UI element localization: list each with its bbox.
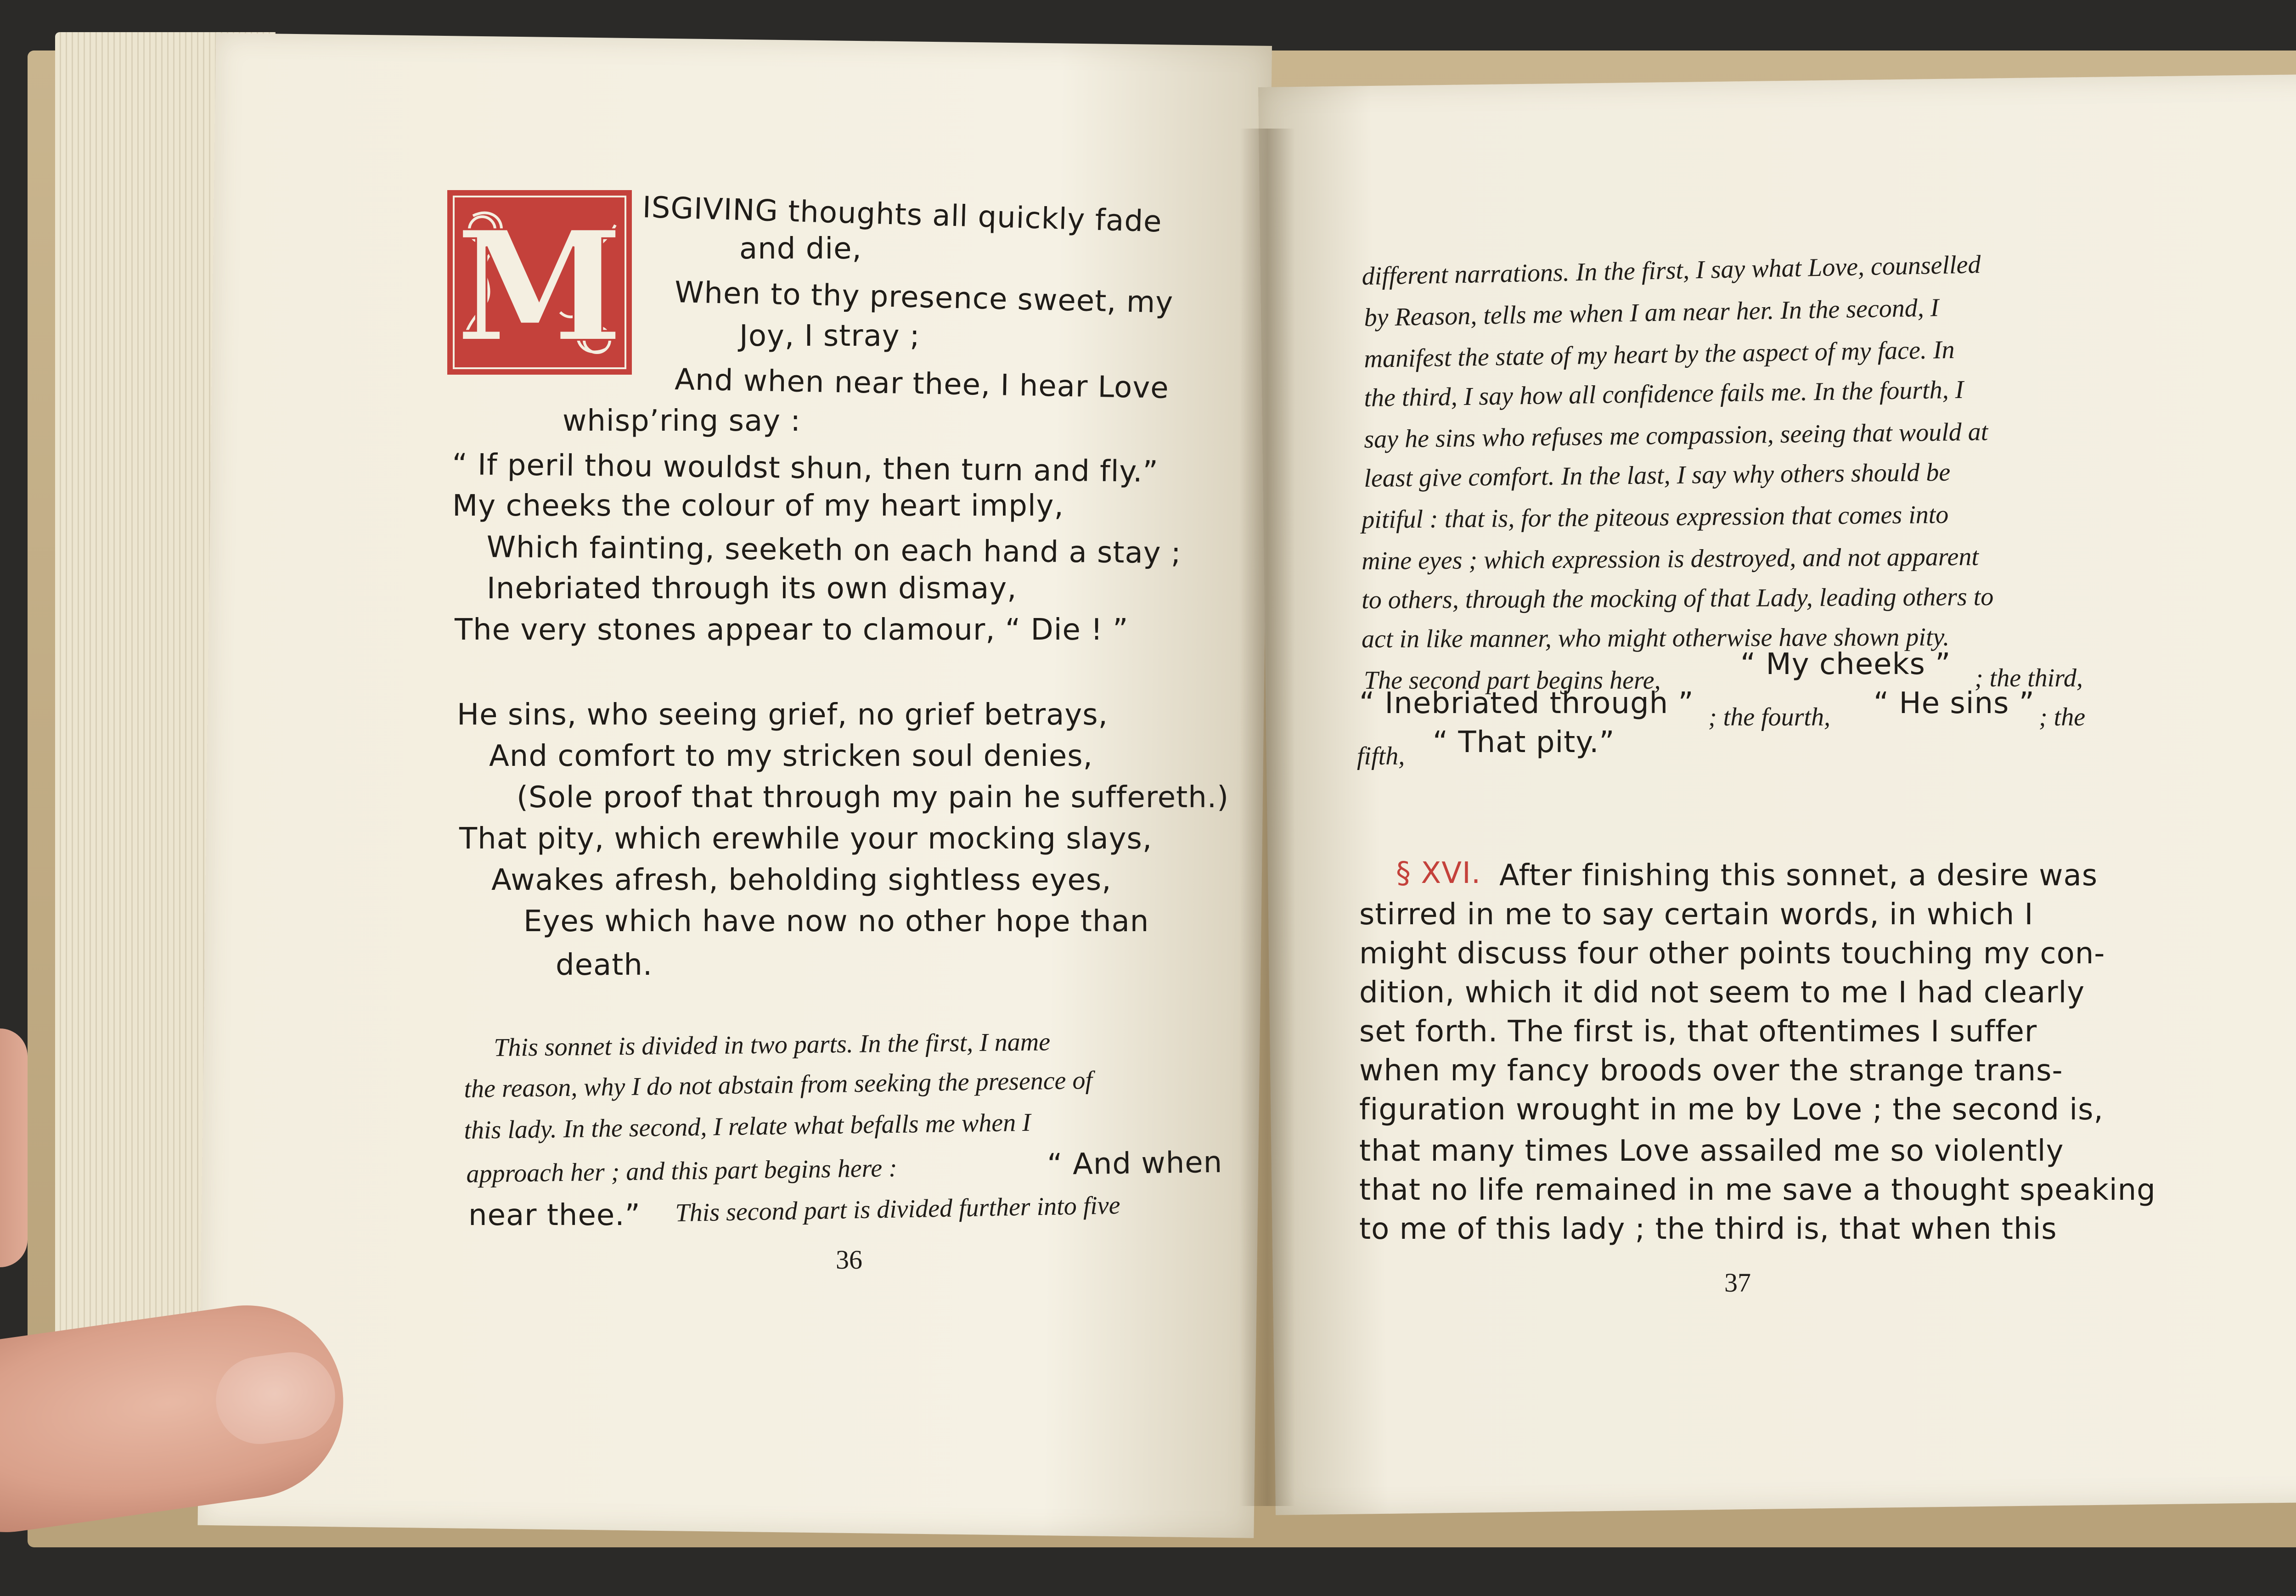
poem-line-16: Awakes afresh, beholding sightless eyes, [491, 863, 1112, 897]
section-line-9: that no life remained in me save a thought speaking [1359, 1173, 2156, 1207]
section-mark: § XVI. [1396, 856, 1481, 890]
right-line-11-italic: The second part begins here, [1364, 666, 1661, 695]
right-commentary-line-5: say he sins who refuses me compassion, seeing that would at [1364, 417, 1988, 454]
left-commentary-line-1: This sonnet is divided in two parts. In the first, I name [494, 1028, 1051, 1062]
right-page-number: 37 [1724, 1268, 1751, 1298]
poem-line-6: whisp’ring say : [563, 404, 801, 438]
poem-line-10: Inebriated through its own dismay, [487, 572, 1017, 606]
right-line-12-tail: ; the [2039, 703, 2086, 731]
left-commentary-tail: This second part is divided further into five [675, 1191, 1120, 1227]
left-commentary-quote-2: near thee.” [468, 1198, 641, 1232]
right-commentary-line-9: to others, through the mocking of that Lady, leading others to [1362, 582, 1994, 614]
left-commentary-line-3: this lady. In the second, I relate what befalls me when I [464, 1108, 1031, 1145]
poem-line-5: And when near thee, I hear Love [674, 363, 1170, 405]
poem-line-9: Which fainting, seeketh on each hand a stay ; [486, 530, 1182, 571]
section-line-1: After finishing this sonnet, a desire was [1499, 859, 2098, 893]
poem-line-18: death. [556, 948, 653, 982]
poem-line-4: Joy, I stray ; [739, 319, 920, 353]
right-line-13-italic: fifth, [1357, 742, 1405, 770]
poem-line-8: My cheeks the colour of my heart imply, [452, 489, 1064, 523]
section-line-2: stirred in me to say certain words, in which I [1359, 898, 2034, 932]
right-line-12-quote: “ Inebriated through ” [1359, 686, 1694, 720]
poem-line-15: That pity, which erewhile your mocking slays, [459, 822, 1153, 856]
poem-line-3: When to thy presence sweet, my [674, 275, 1174, 320]
left-page-number: 36 [836, 1245, 862, 1275]
poem-line-11: The very stones appear to clamour, “ Die ! ” [455, 613, 1129, 647]
right-commentary-line-6: least give comfort. In the last, I say why others should be [1364, 458, 1951, 493]
right-commentary-line-7: pitiful : that is, for the piteous expression that comes into [1362, 500, 1949, 534]
right-line-12-mid: ; the fourth, [1708, 703, 1830, 731]
poem-line-1: ISGIVING thoughts all quickly fade [642, 191, 1163, 239]
poem-line-2: and die, [739, 232, 862, 266]
right-line-11-tail: ; the third, [1975, 664, 2083, 692]
poem-line-7: “ If peril thou wouldst shun, then turn and fly.” [452, 448, 1159, 489]
gutter-shadow [1240, 129, 1295, 1506]
decorated-initial-m [445, 188, 634, 377]
right-line-12-quote2: “ He sins ” [1874, 686, 2035, 720]
section-line-6: when my fancy broods over the strange trans- [1359, 1054, 2063, 1088]
section-line-7: figuration wrought in me by Love ; the second is, [1359, 1093, 2104, 1127]
right-line-13-quote: “ That pity.” [1433, 725, 1615, 759]
right-commentary-line-4: the third, I say how all confidence fails me. In the fourth, I [1364, 375, 1964, 412]
poem-line-14: (Sole proof that through my pain he suffereth.) [517, 781, 1229, 815]
poem-line-12: He sins, who seeing grief, no grief betrays, [457, 698, 1108, 732]
svg-text:M: M [456, 197, 624, 376]
poem-line-17: Eyes which have now no other hope than [523, 905, 1149, 938]
hand-edge [0, 1028, 28, 1267]
left-commentary-line-4: approach her ; and this part begins here : [466, 1153, 898, 1188]
section-line-4: dition, which it did not seem to me I had clearly [1359, 976, 2085, 1010]
right-commentary-line-3: manifest the state of my heart by the aspect of my face. In [1364, 335, 1955, 373]
right-commentary-line-8: mine eyes ; which expression is destroyed, and not apparent [1362, 542, 1979, 575]
left-commentary-line-2: the reason, why I do not abstain from seeking the presence of [464, 1066, 1093, 1103]
section-line-5: set forth. The first is, that oftentimes I suffer [1359, 1015, 2037, 1049]
right-commentary-line-2: by Reason, tells me when I am near her. In the second, I [1364, 293, 1939, 332]
section-line-3: might discuss four other points touching my con- [1359, 937, 2105, 971]
left-commentary-quote-1: “ And when [1047, 1145, 1223, 1182]
section-line-10: to me of this lady ; the third is, that when this [1359, 1212, 2057, 1246]
section-line-8: that many times Love assailed me so violently [1359, 1134, 2064, 1168]
right-commentary-line-1: different narrations. In the first, I say what Love, counselled [1362, 250, 1981, 291]
right-commentary-line-10: act in like manner, who might otherwise have shown pity. [1362, 623, 1950, 653]
poem-line-13: And comfort to my stricken soul denies, [489, 739, 1093, 773]
right-line-11-quote: “ My cheeks ” [1740, 647, 1951, 681]
